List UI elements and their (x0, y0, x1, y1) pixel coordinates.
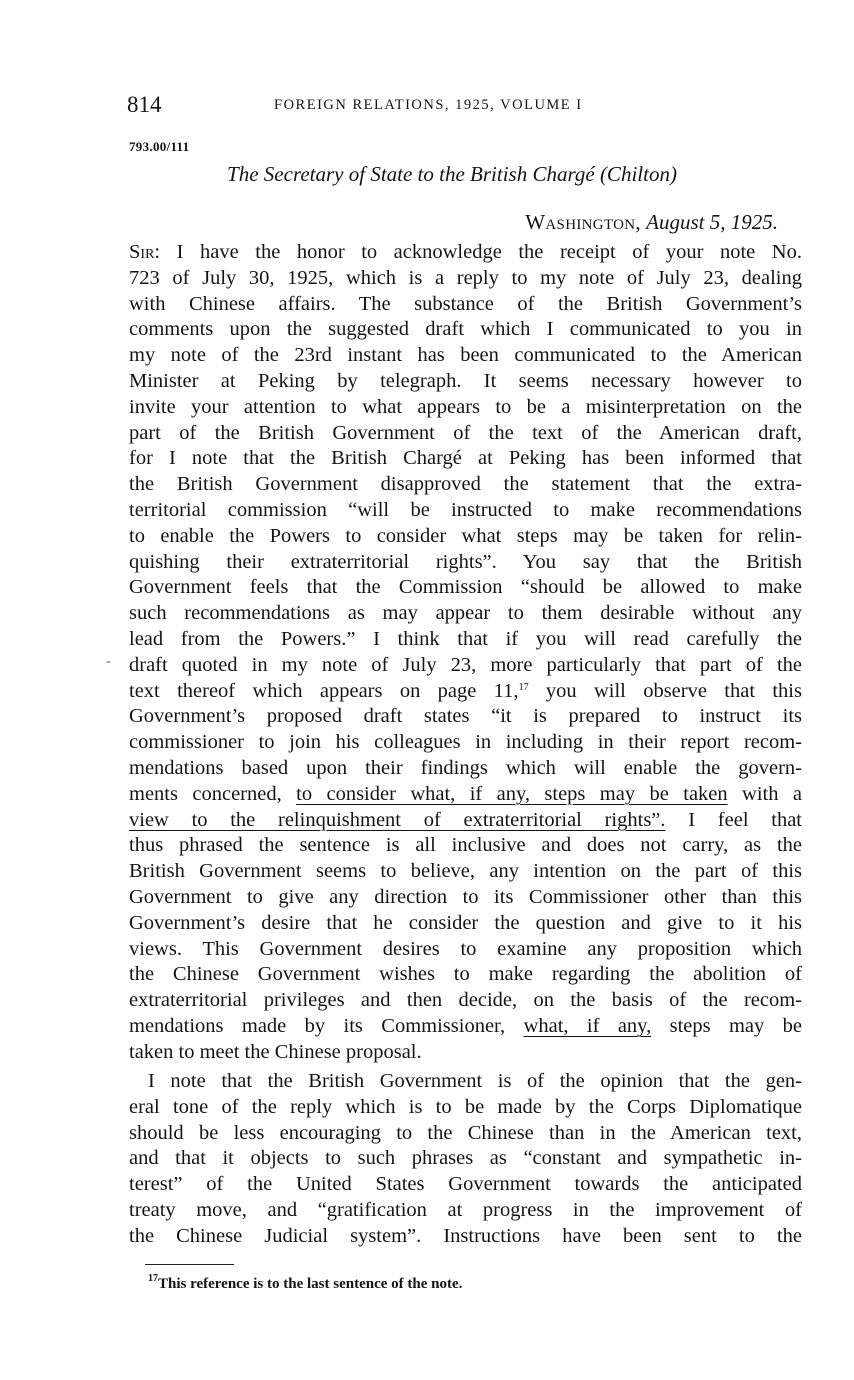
text-line (129, 1014, 802, 1040)
line-text: steps may be (651, 1014, 802, 1037)
dateline-date: August 5, 1925. (646, 210, 778, 234)
salutation: Sir: (129, 241, 161, 263)
text-line: I note that the British Government is of the opinion that the gen- (148, 1070, 802, 1092)
underlined-phrase: what, if any, (523, 1014, 652, 1037)
text-line: British Government seems to believe, any intention on the part of this (129, 860, 802, 883)
text-line: part of the British Government of the text of the American draft, (129, 421, 802, 444)
text-line: Government’s proposed draft states “it is prepared to instruct its (129, 705, 802, 728)
text-line: 723 of July 30, 1925, which is a reply to my note of July 23, dealing (129, 266, 802, 289)
text-line: Government feels that the Commission “should be allowed to make (129, 576, 802, 599)
text-line: to enable the Powers to consider what steps may be taken for relin- (129, 524, 802, 547)
paragraph-2 (129, 1069, 802, 1250)
text-line: taken to meet the Chinese proposal. (129, 1040, 422, 1063)
text-line: and that it objects to such phrases as “constant and sympathetic in- (129, 1147, 802, 1170)
text-line: lead from the Powers.” I think that if you will read carefully the (129, 627, 802, 650)
text-line: extraterritorial privileges and then decide, on the basis of the recom- (129, 989, 802, 1012)
text-line: the Chinese Judicial system”. Instructions have been sent to the (129, 1224, 802, 1247)
dateline-place: Washington, (525, 210, 641, 234)
footnote-reference[interactable]: 17 (518, 681, 529, 693)
line-text: I have the honor to acknowledge the receipt of your note No. (160, 241, 802, 263)
underlined-phrase: view to the relinquishment of extraterritorial rights”. (129, 808, 666, 831)
text-line: Government to give any direction to its Commissioner other than this (129, 885, 802, 908)
text-line: terest” of the United States Government towards the anticipated (129, 1173, 802, 1196)
text-line (129, 679, 802, 705)
text-line: eral tone of the reply which is to be made by the Corps Diplomatique (129, 1095, 802, 1118)
text-line: such recommendations as may appear to them desirable without any (129, 602, 802, 625)
line-text: with a (727, 782, 803, 805)
text-line: quishing their extraterritorial rights”. You say that the British (129, 550, 802, 573)
text-line: thus phrased the sentence is all inclusive and does not carry, as the (129, 834, 802, 857)
footnote (148, 1273, 463, 1293)
text-line: with Chinese affairs. The substance of the British Government’s (129, 292, 802, 315)
line-text: text thereof which appears on page 11, (129, 679, 519, 702)
text-line: mendations based upon their findings which will enable the govern- (129, 756, 802, 779)
line-text: you will observe that this (528, 679, 802, 702)
text-line: for I note that the British Chargé at Peking has been informed that (129, 447, 802, 470)
underlined-phrase: to consider what, if any, steps may be taken (296, 782, 728, 805)
text-line: the Chinese Government wishes to make regarding the abolition of (129, 963, 802, 986)
text-line: invite your attention to what appears to be a misinterpretation on the (129, 395, 802, 418)
text-line: draft quoted in my note of July 23, more particularly that part of the (129, 653, 802, 676)
running-head: FOREIGN RELATIONS, 1925, VOLUME I (274, 97, 583, 113)
footnote-rule (145, 1264, 234, 1265)
text-line (129, 240, 802, 266)
paragraph-1 (129, 240, 802, 1066)
document-title: The Secretary of State to the British Chargé (Chilton) (227, 162, 677, 186)
page-number: 814 (127, 92, 162, 117)
footnote-text: This reference is to the last sentence of the note. (158, 1276, 463, 1292)
text-line (129, 782, 802, 808)
footnote-marker: 17 (148, 1273, 158, 1284)
text-line: Government’s desire that he consider the question and give to it his (129, 911, 802, 934)
text-line: Minister at Peking by telegraph. It seems necessary however to (129, 369, 802, 392)
line-text: I feel that (665, 808, 802, 831)
line-text: ments concerned, (129, 782, 297, 805)
file-number: 793.00/111 (129, 139, 190, 154)
text-line: the British Government disapproved the statement that the extra- (129, 473, 802, 496)
text-line (129, 808, 802, 834)
text-line: views. This Government desires to examine any proposition which (129, 937, 802, 960)
line-text: mendations made by its Commissioner, (129, 1014, 524, 1037)
text-line: treaty move, and “gratification at progress in the improvement of (129, 1198, 802, 1221)
text-line: territorial commission “will be instructed to make recommendations (129, 498, 802, 521)
text-line: should be less encouraging to the Chinese than in the American text, (129, 1121, 802, 1144)
text-line: my note of the 23rd instant has been communicated to the American (129, 344, 802, 367)
margin-mark: ‐ (106, 654, 111, 669)
text-line: commissioner to join his colleagues in including in their report recom- (129, 731, 802, 754)
text-line: comments upon the suggested draft which I communicated to you in (129, 318, 802, 341)
dateline (525, 210, 778, 235)
